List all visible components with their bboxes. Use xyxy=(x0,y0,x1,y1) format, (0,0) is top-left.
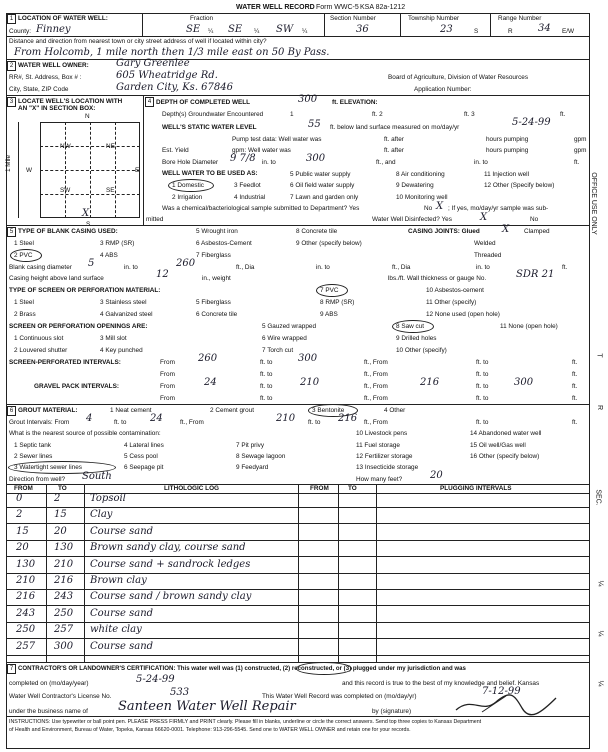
south-label: S xyxy=(86,221,91,228)
gravel-ft-from-2: ft., From xyxy=(364,395,388,402)
range-value: 34 xyxy=(538,23,551,34)
distance-label: Distance and direction from nearest town or city street address of well if located within city? xyxy=(9,38,267,45)
use-industrial: 4 Industrial xyxy=(234,194,266,201)
owner-address: 605 Wheatridge Rd. xyxy=(116,70,218,81)
office-quarter-1: ¼ xyxy=(596,580,604,587)
log-row-to: 300 xyxy=(54,640,74,652)
contam-pit: 7 Pit privy xyxy=(236,442,265,449)
record-completed-label: This Water Well Record was completed on (mo/day/yr) xyxy=(262,693,417,700)
log-to-header: TO xyxy=(58,485,67,492)
gravel-ft-2: ft. xyxy=(572,395,578,402)
office-sec: SEC. xyxy=(594,489,602,506)
city-label: City, State, ZIP Code xyxy=(9,86,69,93)
direction-value: South xyxy=(82,471,112,482)
screen-steel: 1 Steel xyxy=(14,299,34,306)
log-row-from: 250 xyxy=(16,624,36,636)
gw-1: 1 xyxy=(290,111,294,118)
log-row-from: 15 xyxy=(16,525,29,537)
disinfected-label: Water Well Disinfected? Yes xyxy=(372,216,452,223)
casing-other: 9 Other (specify below) xyxy=(296,240,362,247)
perf-to: 300 xyxy=(298,353,318,364)
section-4-number: 4 xyxy=(145,97,154,107)
form-title: WATER WELL RECORD xyxy=(236,4,315,11)
office-t: T xyxy=(595,353,603,358)
log-row-from: 20 xyxy=(16,542,29,554)
casing-rmp: 3 RMP (SR) xyxy=(100,240,135,247)
feet-label: How many feet? xyxy=(356,476,403,483)
nw-label: NW xyxy=(60,143,71,150)
chem-no: No xyxy=(424,205,433,212)
mitted: mitted xyxy=(146,216,164,223)
screen-none: 12 None used (open hole) xyxy=(426,311,500,318)
gravel-from: 24 xyxy=(204,377,217,388)
joints-welded: Welded xyxy=(474,240,496,247)
log-row-from: 210 xyxy=(16,575,36,586)
section-value: 36 xyxy=(356,24,369,35)
use-lawn: 7 Lawn and garden only xyxy=(290,194,359,201)
use-injection: 11 Injection well xyxy=(484,171,529,178)
perf-ft-to-2: ft. to xyxy=(476,359,489,366)
gauge-label: lbs./ft. Wall thickness or gauge No. xyxy=(388,275,487,282)
use-monitoring: 10 Monitoring well xyxy=(396,194,448,201)
dia-in-to: in. to xyxy=(124,264,138,271)
dia-in-to-2: in. to xyxy=(316,264,330,271)
dia-in-to-3: in. to xyxy=(476,264,490,271)
grout-intervals-label: Grout Intervals: From xyxy=(9,419,70,426)
screen-pvc: 7 PVC xyxy=(320,287,339,294)
openings-label: SCREEN OR PERFORATION OPENINGS ARE: xyxy=(9,323,148,330)
log-row-from: 257 xyxy=(16,640,36,652)
bore-label: Bore Hole Diameter xyxy=(162,159,219,166)
elevation-label: ft. ELEVATION: xyxy=(332,99,378,106)
constructed-circle xyxy=(296,662,352,675)
direction-label: Direction from well? xyxy=(9,476,66,483)
mile-label: 1 Mile xyxy=(5,154,13,173)
log-row-description: Brown clay xyxy=(90,575,147,586)
screen-asbestos: 10 Asbestos-cement xyxy=(426,287,484,294)
log-row-from: 216 xyxy=(16,591,36,603)
range-dir: E/W xyxy=(562,28,575,35)
log-row-divider xyxy=(6,622,590,623)
dia-value: 5 xyxy=(88,258,95,269)
screen-concrete: 6 Concrete tile xyxy=(196,311,238,318)
depth-value: 300 xyxy=(298,94,318,105)
log-row-to: 257 xyxy=(54,624,74,636)
grout-bentonite: 3 Bentonite xyxy=(312,407,345,414)
use-domestic: 1 Domestic xyxy=(172,182,204,189)
address-label: RR#, St. Address, Box # : xyxy=(9,74,82,81)
bore-to-value: 300 xyxy=(306,153,326,164)
screen-brass: 2 Brass xyxy=(14,311,36,318)
pvc-circle xyxy=(10,249,42,262)
range-prefix: R xyxy=(508,28,513,35)
log-row-description: white clay xyxy=(90,624,142,636)
contam-watertight: 3 Watertight sewer lines xyxy=(14,464,82,471)
casing-abs: 4 ABS xyxy=(100,252,118,259)
chem-suffix: ; If yes, mo/day/yr sample was sub- xyxy=(448,205,549,212)
static-level-value: 55 xyxy=(308,119,321,130)
plug-intervals-header: PLUGGING INTERVALS xyxy=(440,485,512,492)
casing-asbestos: 6 Asbestos-Cement xyxy=(196,240,252,247)
bore-in-to-2: in. to xyxy=(474,159,488,166)
gravel-from-label-2: From xyxy=(160,395,175,402)
gravel-to-2: 300 xyxy=(514,377,534,388)
location-label: LOCATION OF WATER WELL: xyxy=(18,15,108,22)
pump-gpm: gpm xyxy=(574,136,587,143)
contam-oilgas: 15 Oil well/Gas well xyxy=(470,442,526,449)
log-row-divider xyxy=(6,589,590,590)
se-label: SE xyxy=(106,187,115,194)
business-value: Santeen Water Well Repair xyxy=(118,699,296,714)
screen-abs: 9 ABS xyxy=(320,311,338,318)
use-air: 8 Air conditioning xyxy=(396,171,445,178)
contam-cess: 5 Cess pool xyxy=(124,453,158,460)
opening-none: 11 None (open hole) xyxy=(500,323,558,330)
log-row-description: Course sand xyxy=(90,525,154,537)
signature-label: by (signature) xyxy=(372,708,412,715)
disinfected-mark: X xyxy=(480,212,488,223)
quarter-3: ¼ xyxy=(302,28,308,35)
distance-value: From Holcomb, 1 mile north then 1/3 mile east on 50 By Pass. xyxy=(14,47,330,58)
contam-abandoned: 14 Abandoned water well xyxy=(470,430,542,437)
license-label: Water Well Contractor's License No. xyxy=(9,693,112,700)
disinfected-no: No xyxy=(530,216,539,223)
static-date: 5-24-99 xyxy=(512,117,551,128)
grout-ft-to-3: ft. to xyxy=(476,419,489,426)
plug-from-header: FROM xyxy=(310,485,329,492)
perf-ft-2: ft. xyxy=(572,371,578,378)
grout-ft: ft. xyxy=(572,419,578,426)
ne-label: NE xyxy=(106,143,115,150)
yield-gpm: gpm xyxy=(574,147,587,154)
quarter-2: ¼ xyxy=(254,28,260,35)
section-3-number: 3 xyxy=(7,97,16,107)
use-irrigation: 2 Irrigation xyxy=(172,194,203,201)
office-quarter-2: ¼ xyxy=(596,630,604,637)
height-suffix: in., weight xyxy=(202,275,231,282)
log-row-to: 243 xyxy=(54,591,74,603)
quarter-1: ¼ xyxy=(208,28,214,35)
owner-name: Gary Greenlee xyxy=(116,58,190,69)
gravel-ft-to-3: ft. to xyxy=(260,395,273,402)
section-5-number: 5 xyxy=(7,227,16,237)
pump-test-label: Pump test data: Well water was xyxy=(232,136,322,143)
perf-from-label-2: From xyxy=(160,371,175,378)
log-row-description: Course sand + sandrock ledges xyxy=(90,558,251,570)
log-row-divider xyxy=(6,523,590,524)
dia-ft-dia: ft., Dia xyxy=(236,264,255,271)
feet-value: 20 xyxy=(430,470,443,481)
yield-hours: hours pumping xyxy=(486,147,529,154)
grout-from-1: 4 xyxy=(86,413,93,424)
gravel-label: GRAVEL PACK INTERVALS: xyxy=(34,383,119,390)
pump-hours: hours pumping xyxy=(486,136,529,143)
contam-feedyard: 9 Feedyard xyxy=(236,464,269,471)
ksa-reference: KSA 82a-1212 xyxy=(360,4,406,11)
section-number-label: Section Number xyxy=(330,15,376,22)
grout-ft-to-2: ft. to xyxy=(308,419,321,426)
casing-wrought: 5 Wrought iron xyxy=(196,228,238,235)
fraction-1: SE xyxy=(186,24,201,35)
log-row-description: Clay xyxy=(90,509,113,521)
opening-other: 10 Other (specify) xyxy=(396,347,447,354)
log-row-description: Course sand xyxy=(90,607,154,619)
form-number: Form WWC-5 xyxy=(316,4,359,11)
grout-neat: 1 Neat cement xyxy=(110,407,152,414)
locate-label-1: LOCATE WELL'S LOCATION WITH xyxy=(18,98,123,105)
yield-suffix: gpm: Well water was xyxy=(232,147,291,154)
section-6-number: 6 xyxy=(7,406,16,416)
log-from-header: FROM xyxy=(14,485,33,492)
log-row-from: 2 xyxy=(16,509,23,521)
township-value: 23 xyxy=(440,24,453,35)
locate-label-2: AN "X" IN SECTION BOX: xyxy=(18,105,96,112)
opening-continuous: 1 Continuous slot xyxy=(14,335,64,342)
county-value: Finney xyxy=(36,24,71,35)
log-row-to: 20 xyxy=(54,525,67,537)
grout-ft-from: ft., From xyxy=(180,419,204,426)
gravel-ft-from: ft., From xyxy=(364,383,388,390)
east-label: E xyxy=(135,167,140,174)
log-row-to: 15 xyxy=(54,509,67,521)
gw-ft-3: ft. 3 xyxy=(464,111,475,118)
joints-label: CASING JOINTS: Glued xyxy=(408,228,480,235)
bore-value: 9 7/8 xyxy=(230,153,256,164)
screen-label: TYPE OF SCREEN OR PERFORATION MATERIAL: xyxy=(9,287,161,294)
perf-from: 260 xyxy=(198,353,218,364)
screen-stainless: 3 Stainless steel xyxy=(100,299,147,306)
contam-sewer: 2 Sewer lines xyxy=(14,453,53,460)
log-row-description: Brown sandy clay, course sand xyxy=(90,542,246,554)
height-label: Casing height above land surface xyxy=(9,275,104,282)
perf-ft: ft. xyxy=(572,359,578,366)
grout-other: 4 Other xyxy=(384,407,406,414)
plug-to-header: TO xyxy=(348,485,357,492)
screen-pvc-circle xyxy=(316,284,348,297)
screen-galvanized: 4 Galvanized steel xyxy=(100,311,153,318)
business-label: under the business name of xyxy=(9,708,88,715)
grout-from-2: 210 xyxy=(276,413,296,424)
contam-seepage: 6 Seepage pit xyxy=(124,464,164,471)
gravel-ft-to: ft. to xyxy=(260,383,273,390)
yield-after: ft. after xyxy=(384,147,404,154)
section-2-number: 2 xyxy=(7,61,16,71)
perf-ft-from: ft., From xyxy=(364,359,388,366)
contam-fuel: 11 Fuel storage xyxy=(356,442,400,449)
chem-mark: X xyxy=(436,201,444,212)
dia-ft-dia-2: ft., Dia xyxy=(392,264,411,271)
opening-wire: 6 Wire wrapped xyxy=(262,335,307,342)
bore-and: ft., and xyxy=(376,159,396,166)
log-row-to: 250 xyxy=(54,607,74,619)
grout-ft-from-2: ft., From xyxy=(364,419,388,426)
west-label: W xyxy=(26,167,33,174)
dia-ft: ft. xyxy=(562,264,568,271)
gravel-to: 210 xyxy=(300,377,320,388)
application-label: Application Number: xyxy=(414,86,472,93)
use-public: 5 Public water supply xyxy=(290,171,351,178)
bore-ft: ft. xyxy=(574,159,580,166)
range-label: Range Number xyxy=(498,15,542,22)
cert-line-1: CONTRACTOR'S OR LANDOWNER'S CERTIFICATION: This water well was (1) constructed, (2) reconstructed, or (3) plugged under my jurisdiction and was xyxy=(18,665,466,672)
opening-gauzed: 5 Gauzed wrapped xyxy=(262,323,317,330)
static-level-suffix: ft. below land surface measured on mo/day/yr xyxy=(330,124,460,131)
office-r: R xyxy=(596,404,604,411)
casing-fiberglass: 7 Fiberglass xyxy=(196,252,231,259)
opening-torch: 7 Torch cut xyxy=(262,347,294,354)
pump-after: ft. after xyxy=(384,136,404,143)
section-1-number: 1 xyxy=(7,14,16,24)
opening-saw: 8 Saw cut xyxy=(396,323,425,330)
depth-label: DEPTH OF COMPLETED WELL xyxy=(156,99,251,106)
instructions-2: of Health and Environment, Bureau of Water, Topeka, Kansas 66620-0001. Telephone: 913-296-5545. Send one to WATER WELL OWNER and retain one for your records. xyxy=(9,727,411,733)
opening-louvered: 2 Louvered shutter xyxy=(14,347,68,354)
log-row-from: 130 xyxy=(16,558,36,570)
joints-clamped: Clamped xyxy=(524,228,550,235)
record-text: and this record is true to the best of my knowledge and belief. Kansas xyxy=(342,680,540,687)
log-lithologic-header: LITHOLOGIC LOG xyxy=(164,485,220,492)
completed-label: completed on (mo/day/year) xyxy=(9,680,89,687)
fraction-2: SE xyxy=(228,24,243,35)
contam-label: What is the nearest source of possible contamination: xyxy=(9,430,161,437)
log-row-divider xyxy=(6,605,590,606)
log-row-to: 130 xyxy=(54,542,74,554)
owner-city: Garden City, Ks. 67846 xyxy=(116,82,233,93)
bore-in-to: in. to xyxy=(262,159,276,166)
use-other: 12 Other (Specify below) xyxy=(484,182,555,189)
domestic-circle xyxy=(168,179,214,192)
opening-drilled: 9 Drilled holes xyxy=(396,335,437,342)
gravel-from-2: 216 xyxy=(420,377,440,388)
gravel-ft: ft. xyxy=(572,383,578,390)
use-label: WELL WATER TO BE USED AS: xyxy=(162,170,258,177)
screen-fiberglass: 5 Fiberglass xyxy=(196,299,231,306)
contam-fertilizer: 12 Fertilizer storage xyxy=(356,453,413,460)
opening-mill: 3 Mill slot xyxy=(100,335,127,342)
grout-label: GROUT MATERIAL: xyxy=(18,407,78,414)
joints-threaded: Threaded xyxy=(474,252,502,259)
section-7-number: 7 xyxy=(7,664,16,674)
log-row-from: 243 xyxy=(16,607,36,619)
sw-label: SW xyxy=(60,187,71,194)
gravel-ft-to-2: ft. to xyxy=(476,383,489,390)
office-use-label: OFFICE USE ONLY xyxy=(589,172,597,235)
north-label: N xyxy=(85,113,90,120)
log-row-description: Course sand / brown sandy clay xyxy=(90,591,252,603)
record-date: 7-12-99 xyxy=(482,686,521,697)
log-row-description: Topsoil xyxy=(90,493,126,504)
log-row-divider xyxy=(6,638,590,639)
chem-label: Was a chemical/bacteriological sample submitted to Department? Yes xyxy=(162,205,360,212)
office-quarter-3: ¼ xyxy=(596,680,604,687)
casing-steel: 1 Steel xyxy=(14,240,34,247)
perf-ft-to-4: ft. to xyxy=(476,371,489,378)
contam-lagoon: 8 Sewage lagoon xyxy=(236,453,286,460)
casing-label: TYPE OF BLANK CASING USED: xyxy=(18,228,118,235)
well-location-mark: X xyxy=(82,208,90,219)
gauge-value: SDR 21 xyxy=(516,269,555,280)
log-row-to: 2 xyxy=(54,493,61,504)
log-row-divider xyxy=(6,507,590,508)
dia-label: Blank casing diameter xyxy=(9,264,72,271)
license-value: 533 xyxy=(170,687,190,698)
grout-to-1: 24 xyxy=(150,413,163,424)
joints-mark: X xyxy=(502,224,510,235)
casing-concrete: 8 Concrete tile xyxy=(296,228,338,235)
board-label: Board of Agriculture, Division of Water Resources xyxy=(388,74,529,81)
perf-label: SCREEN-PERFORATED INTERVALS: xyxy=(9,359,121,366)
log-row-divider xyxy=(6,540,590,541)
log-row-divider xyxy=(6,556,590,557)
completed-value: 5-24-99 xyxy=(136,674,175,685)
grout-to-2: 216 xyxy=(338,413,358,424)
perf-ft-to: ft. to xyxy=(260,359,273,366)
grout-ft-to-1: ft. to xyxy=(114,419,127,426)
dia-to-value: 260 xyxy=(176,258,196,269)
grout-cement: 2 Cement grout xyxy=(210,407,255,414)
screen-rmp: 8 RMP (SR) xyxy=(320,299,355,306)
height-value: 12 xyxy=(156,269,169,280)
gw-ft-2: ft. 2 xyxy=(372,111,383,118)
log-row-to: 216 xyxy=(54,575,74,586)
casing-pvc: 2 PVC xyxy=(14,252,33,259)
township-dir: S xyxy=(474,28,479,35)
perf-ft-from-2: ft., From xyxy=(364,371,388,378)
county-label: County: xyxy=(9,28,32,35)
contam-lateral: 4 Lateral lines xyxy=(124,442,164,449)
owner-label: WATER WELL OWNER: xyxy=(18,62,89,69)
contam-septic: 1 Septic tank xyxy=(14,442,51,449)
yield-label: Est. Yield xyxy=(162,147,189,154)
log-row-to: 210 xyxy=(54,558,74,570)
contam-other: 16 Other (specify below) xyxy=(470,453,540,460)
perf-ft-to-3: ft. to xyxy=(260,371,273,378)
static-level-label: WELL'S STATIC WATER LEVEL xyxy=(162,124,257,131)
fraction-label: Fraction xyxy=(190,15,214,22)
instructions-1: INSTRUCTIONS: Use typewriter or ball point pen. PLEASE PRESS FIRMLY and PRINT clearly. Please fill in blanks, underline or circle the correct answers. Send top three copies to Kansas Department xyxy=(9,719,482,725)
gravel-ft-to-4: ft. to xyxy=(476,395,489,402)
township-label: Township Number xyxy=(408,15,460,22)
perf-from-label: From xyxy=(160,359,175,366)
gravel-from-label: From xyxy=(160,383,175,390)
use-oilfield: 6 Oil field water supply xyxy=(290,182,355,189)
groundwater-label: Depth(s) Groundwater Encountered xyxy=(162,111,264,118)
contam-livestock: 10 Livestock pens xyxy=(356,430,408,437)
saw-cut-circle xyxy=(392,320,434,333)
gw-end: ft. xyxy=(560,111,566,118)
fraction-3: SW xyxy=(276,24,294,35)
log-row-from: 0 xyxy=(16,493,23,504)
use-feedlot: 3 Feedlot xyxy=(234,182,261,189)
log-row-divider xyxy=(6,573,590,574)
log-row-divider xyxy=(6,655,590,656)
screen-other: 11 Other (specify) xyxy=(426,299,477,306)
use-dewatering: 9 Dewatering xyxy=(396,182,434,189)
contam-insecticide: 13 Insecticide storage xyxy=(356,464,419,471)
signature-scribble xyxy=(452,692,562,716)
opening-key: 4 Key punched xyxy=(100,347,143,354)
log-row-description: Course sand xyxy=(90,640,154,652)
